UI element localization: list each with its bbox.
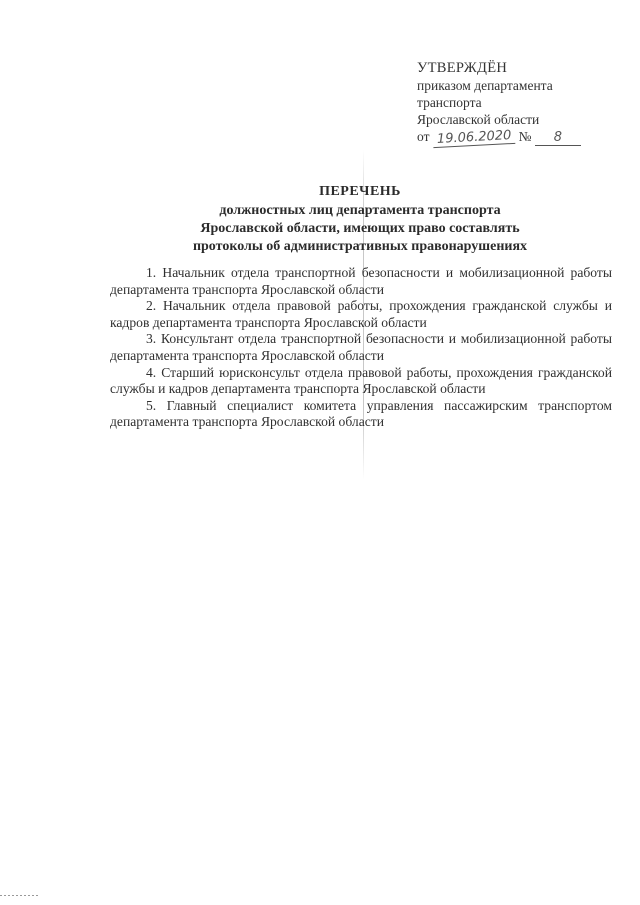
positions-list bbox=[110, 265, 612, 431]
handwritten-number: 8 bbox=[535, 131, 581, 146]
list-item: 4. Старший юрисконсульт отдела правовой работы, прохождения гражданской службы и кадров департамента транспорта Ярославской области bbox=[110, 364, 612, 397]
subtitle-line-2: Ярославской области, имеющих право составлять bbox=[200, 221, 520, 236]
approval-stamp bbox=[417, 60, 617, 146]
approval-line-3: Ярославской области bbox=[417, 112, 540, 127]
approval-line-2: транспорта bbox=[417, 95, 482, 110]
approval-heading: УТВЕРЖДЁН bbox=[417, 60, 508, 76]
list-item: 3. Консультант отдела транспортной безопасности и мобилизационной работы департамента транспорта Ярославской области bbox=[110, 331, 612, 363]
scan-edge-mark bbox=[0, 895, 38, 896]
document-subtitle bbox=[110, 202, 610, 256]
approval-date-line bbox=[417, 128, 617, 146]
number-prefix: № bbox=[518, 129, 532, 144]
list-item: 1. Начальник отдела транспортной безопасности и мобилизационной работы департамента транспорта Ярославской области bbox=[110, 265, 612, 297]
list-item: 2. Начальник отдела правовой работы, прохождения гражданской службы и кадров департамента транспорта Ярославской области bbox=[110, 298, 612, 330]
date-prefix: от bbox=[417, 129, 430, 144]
document-title: ПЕРЕЧЕНЬ bbox=[319, 184, 401, 199]
list-item: 5. Главный специалист комитета управления пассажирским транспортом департамента транспорта Ярославской области bbox=[110, 397, 612, 430]
subtitle-line-3: протоколы об административных правонарушениях bbox=[192, 239, 528, 254]
subtitle-line-1: должностных лиц департамента транспорта bbox=[219, 203, 501, 218]
handwritten-date: 19.06.2020 bbox=[433, 129, 516, 148]
approval-line-1: приказом департамента bbox=[417, 78, 553, 93]
